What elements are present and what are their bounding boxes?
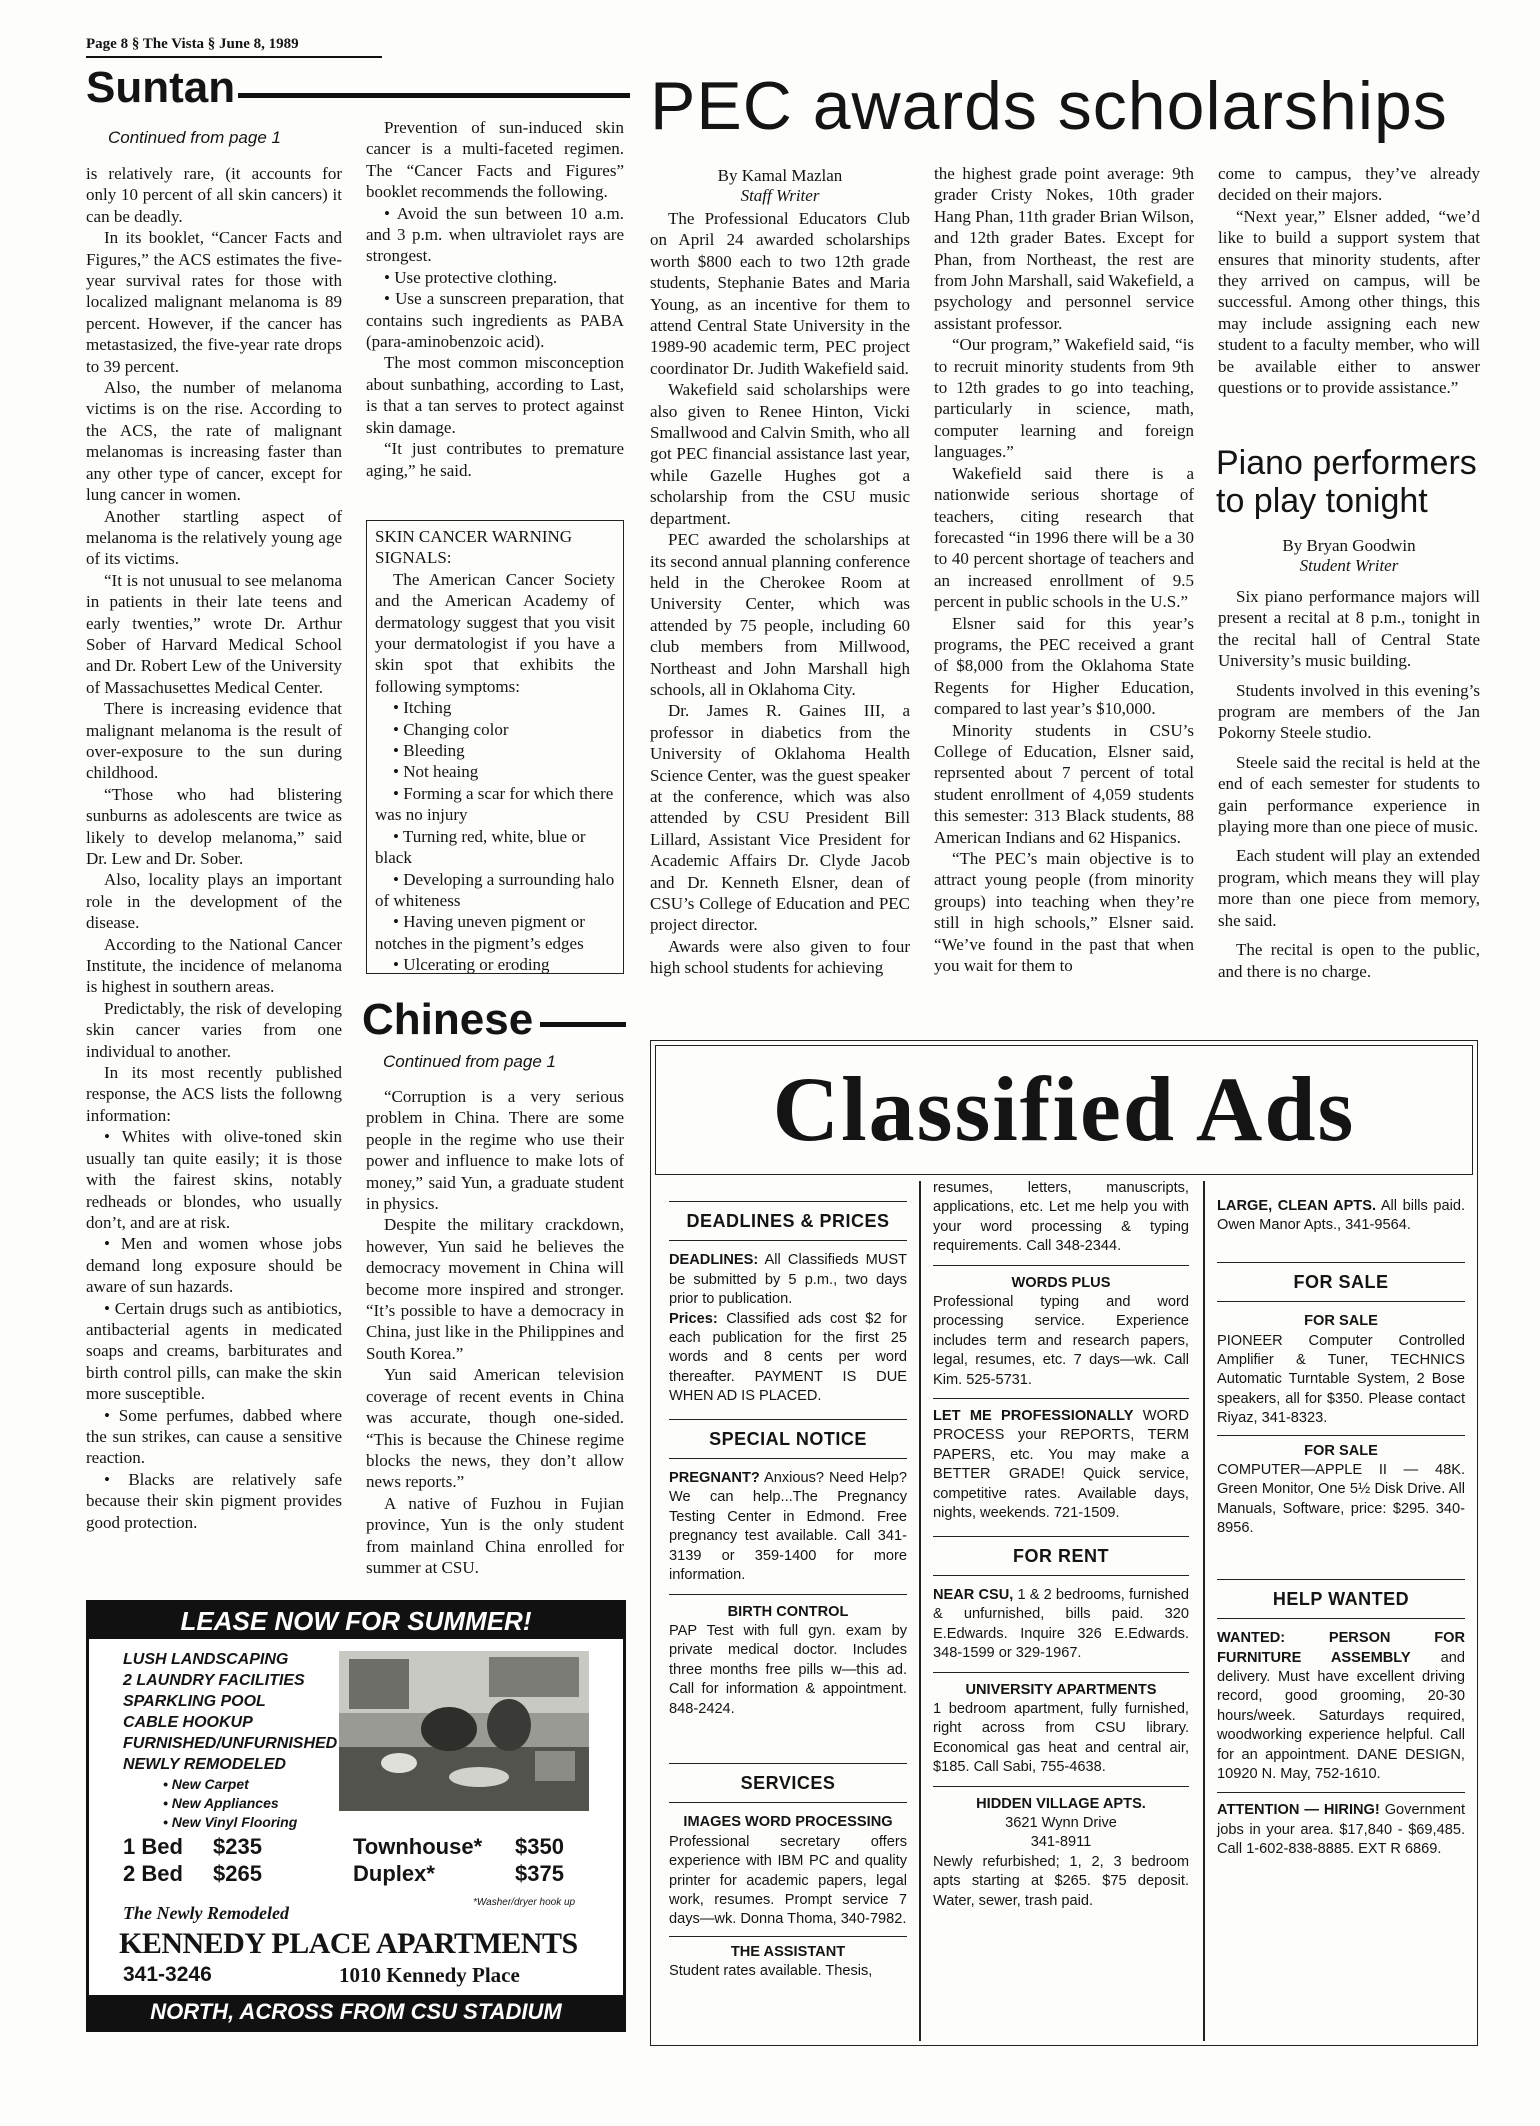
- subfeature-item: • New Carpet: [163, 1776, 249, 1792]
- list-item: • Having uneven pigment or notches in the pigment’s edges: [375, 911, 615, 954]
- words-plus-title: WORDS PLUS: [1011, 1274, 1111, 1291]
- paragraph: There is increasing evidence that malignant melanoma is the result of over-exposure to the sun during childhood.: [86, 699, 342, 783]
- paragraph: According to the National Cancer Institute, the incidence of melanoma is highest in southern areas.: [86, 934, 342, 997]
- paragraph: • Use a sunscreen preparation, that contains such ingredients as PABA (para-aminobenzoic acid).: [366, 289, 624, 352]
- hidden-village-title: HIDDEN VILLAGE APTS.: [976, 1795, 1146, 1812]
- paragraph: Wakefield said there is a nationwide serious shortage of teachers, citing research that forecasted “in 1996 there will be a 30 to 40 percent shortage of teachers and an increased enrollment of 9.5 percent in public schools in the U.S.”: [934, 463, 1194, 612]
- prices-text: Prices: Classified ads cost $2 for each publication for the first 25 words and 8 cents per word thereafter. PAYMENT IS DUE WHEN AD IS PLACED.: [669, 1310, 907, 1405]
- list-item: • Forming a scar for which there was no injury: [375, 783, 615, 826]
- suntan-headline: Suntan: [86, 63, 236, 112]
- piano-author: By Bryan Goodwin: [1282, 536, 1416, 555]
- paragraph: Students involved in this evening’s program are members of the Jan Pokorny Steele studio.: [1218, 680, 1480, 743]
- kennedy-place-ad: [86, 1600, 626, 2032]
- paragraph: Prevention of sun-induced skin cancer is a multi-faceted regimen. The “Cancer Facts and Figures” booklet recommends the following.: [366, 118, 624, 202]
- list-item: • Turning red, white, blue or black: [375, 826, 615, 869]
- classified-title: Classified Ads: [772, 1058, 1356, 1160]
- paragraph: In its most recently published response, the ACS lists the followng information:: [86, 1063, 342, 1125]
- list-item: • Bleeding: [375, 740, 615, 761]
- paragraph: PEC awarded the scholarships at its second annual planning conference held in the Cherokee Room at University Center, which was attended by 75 people, including 60 club members from Millwood, Northeast and John Marshall high schools, all in Oklahoma City.: [650, 530, 910, 699]
- piano-headline: Piano performers to play tonight: [1216, 444, 1477, 520]
- chinese-continued: Continued from page 1: [383, 1052, 556, 1071]
- paragraph: “The PEC’s main objective is to attract young people (from minority groups) into teaching when they’re still in high schools,” Elsner said. “We’ve found in the past that when you wait for them to: [934, 849, 1194, 976]
- paragraph: • Blacks are relatively safe because their skin pigment provides good protection.: [86, 1469, 342, 1532]
- suntan-continued: Continued from page 1: [108, 128, 281, 147]
- sale2-text: COMPUTER—APPLE II — 48K. Green Monitor, One 5½ Disk Drive. All Manuals, Software, price: $295. 340-8956.: [1217, 1462, 1465, 1537]
- paragraph: • Some perfumes, dabbed where the sun strikes, can cause a sensitive reaction.: [86, 1405, 342, 1468]
- pregnant-ad: PREGNANT? Anxious? Need Help? We can help...The Pregnancy Testing Center in Edmond. Free pregnancy test available. Call 341-3139 or 359-1400 for more information.: [669, 1470, 907, 1584]
- classified-col3: [1217, 1191, 1465, 1860]
- warning-box-intro: The American Cancer Society and the American Academy of dermatology suggest that you visit your dermatologist if you have a skin spot that exhibits the following symptoms:: [375, 569, 615, 696]
- let-me-ad: LET ME PROFESSIONALLY WORD PROCESS your REPORTS, TERM PAPERS, etc. You may make a BETTER GRADE! Quick service, competitive rates. Available days, nights, weekends. 721-1509.: [933, 1408, 1189, 1522]
- list-item: • Not heaing: [375, 761, 615, 782]
- sale1-title: FOR SALE: [1304, 1313, 1378, 1330]
- lease-footer: NORTH, ACROSS FROM CSU STADIUM: [89, 1995, 623, 2029]
- list-item: • Itching: [375, 697, 615, 718]
- paragraph: Awards were also given to four high school students for achieving: [650, 936, 910, 978]
- feature-item: 2 LAUNDRY FACILITIES: [123, 1672, 305, 1689]
- hidden-village-address: 3621 Wynn Drive: [1005, 1814, 1117, 1831]
- assistant-title: THE ASSISTANT: [730, 1943, 846, 1960]
- chinese-headline: Chinese: [362, 995, 534, 1044]
- piano-author-role: Student Writer: [1299, 556, 1399, 575]
- university-apartments-title: UNIVERSITY APARTMENTS: [965, 1681, 1157, 1698]
- suntan-col1: [86, 163, 342, 1533]
- assistant-text: Student rates available. Thesis,: [669, 1963, 873, 1980]
- attention-ad: ATTENTION — HIRING! Government jobs in your area. $17,840 - $69,485. Call 1-602-838-8885. EXT R 6869.: [1217, 1802, 1466, 1858]
- subfeature-item: • New Vinyl Flooring: [163, 1814, 298, 1830]
- paragraph: Also, locality plays an important role in the development of the disease.: [86, 870, 342, 933]
- lease-banner: LEASE NOW FOR SUMMER!: [89, 1603, 623, 1639]
- paragraph: • Avoid the sun between 10 a.m. and 3 p.m. when ultraviolet rays are strongest.: [366, 203, 624, 266]
- price-value: $375: [515, 1861, 564, 1886]
- paragraph: In its booklet, “Cancer Facts and Figures,” the ACS estimates the five-year survival rates for those with localized malignant melanoma is 89 percent. However, if the cancer has metastasized, the five-year rate drops to 39 percent.: [86, 228, 342, 376]
- paragraph: “Our program,” Wakefield said, “is to recruit minority students from 9th to 12th grades to go into teaching, particularly in science, math, computer learning and foreign languages.”: [934, 335, 1194, 462]
- list-item: • Changing color: [375, 719, 615, 740]
- suntan-headline-rule: [238, 93, 630, 98]
- paragraph: The most common misconception about sunbathing, according to Last, is that a tan serves to protect against skin damage.: [366, 353, 624, 437]
- services-header: SERVICES: [669, 1763, 907, 1803]
- deadlines-text: DEADLINES: All Classifieds MUST be submitted by 5 p.m., two days prior to publication.: [669, 1252, 907, 1308]
- sale1-text: PIONEER Computer Controlled Amplifier & Tuner, TECHNICS Automatic Turntable System, 2 Bose speakers, all for $350. Please contact Riyaz, 341-8323.: [1217, 1332, 1465, 1427]
- images-title: IMAGES WORD PROCESSING: [683, 1814, 893, 1831]
- wanted-ad: WANTED: PERSON FOR FURNITURE ASSEMBLY and delivery. Must have excellent driving record, good grooming, 20-30 hours/week. Saturdays required, woodworking experience helpful. Call for an appointment. DANE DESIGN, 10920 N. May, 752-1610.: [1217, 1630, 1465, 1782]
- price-label: 1 Bed: [123, 1834, 183, 1859]
- paragraph: Minority students in CSU’s College of Education, Elsner said, reprsented about 7 percent of total student enrollment of 4,059 students this semester: 313 Black students, 88 American Indians and 62 Hispanics.: [934, 720, 1194, 847]
- paragraph: Six piano performance majors will present a recital at 8 p.m., tonight in the recital hall of Central State University’s music building.: [1218, 587, 1480, 671]
- chinese-body: [366, 1086, 624, 1578]
- sale2-title: FOR SALE: [1304, 1442, 1378, 1459]
- paragraph: Another startling aspect of melanoma is the relatively young age of its victims.: [86, 506, 342, 569]
- page-header: Page 8 § The Vista § June 8, 1989: [86, 36, 299, 52]
- words-plus-text: Professional typing and word processing service. Experience includes term and research papers, legal, resumes, etc. 7 days—wk. Call Kim. 525-5731.: [933, 1294, 1189, 1388]
- warning-signals-list: [375, 697, 615, 975]
- price-value: $265: [213, 1861, 262, 1886]
- lease-tagline: The Newly Remodeled: [123, 1903, 289, 1923]
- pec-author-role: Staff Writer: [740, 186, 820, 205]
- lease-features: [123, 1649, 337, 1832]
- suntan-col2: [366, 117, 624, 481]
- pec-author: By Kamal Mazlan: [717, 166, 843, 185]
- paragraph: • Whites with olive-toned skin usually tan quite easily; it is those with the fairest skins, notably redheads or blondes, who usually don’t, and are at risk.: [86, 1127, 342, 1232]
- near-csu-ad: NEAR CSU, 1 & 2 bedrooms, furnished & unfurnished, bills paid. 320 E.Edwards. Inquire 326 E.Edwards. 348-1599 or 329-1967.: [933, 1586, 1189, 1662]
- paragraph: Each student will play an extended program, which means they will play more than one piece from memory, she said.: [1218, 846, 1480, 930]
- paragraph: The Professional Educators Club on April 24 awarded scholarships worth $800 each to two 12th grade students, Stephanie Bates and Maria Young, as an incentive for them to attend Central State University in the 1989-90 academic term, PEC project coordinator Dr. Judith Wakefield said.: [650, 209, 910, 378]
- pec-headline: PEC awards scholarships: [650, 68, 1448, 144]
- paragraph: Predictably, the risk of developing skin cancer varies from one individual to another.: [86, 998, 342, 1061]
- price-value: $235: [213, 1834, 262, 1859]
- feature-item: FURNISHED/UNFURNISHED: [123, 1735, 338, 1752]
- pec-col2: [934, 163, 1194, 976]
- feature-item: CABLE HOOKUP: [123, 1714, 253, 1731]
- paragraph: Despite the military crackdown, however, Yun said he believes the democracy movement in China will become more inspired and stronger. “It’s possible to have a democracy in China, just like in the Philippines and South Korea.”: [366, 1215, 624, 1363]
- paragraph: Yun said American television coverage of recent events in China was accurate, though one-sided. “This is because the Chinese regime blocks the news, they don’t allow news reports.”: [366, 1365, 624, 1492]
- classified-col1: [669, 1191, 907, 1982]
- classified-col2: [933, 1179, 1189, 1911]
- paragraph: Dr. James R. Gaines III, a professor in diabetics from the University of Oklahoma Health Science Center, was the guest speaker at the conference, which was also attended by CSU President Bill Lillard, Assistant Vice President for Academic Affairs Dr. Clyde Jacob and Dr. Kenneth Elsner, dean of CSU’s College of Education and PEC project director.: [650, 701, 910, 935]
- hidden-village-phone: 341-8911: [1030, 1834, 1092, 1851]
- list-item: • Developing a surrounding halo of whiteness: [375, 869, 615, 912]
- paragraph: Steele said the recital is held at the end of each semester for students to gain performance experience in playing more than one piece of music.: [1218, 752, 1480, 837]
- university-apartments-text: 1 bedroom apartment, fully furnished, right across from CSU library. Economical gas heat and central air, $185. Call Sabi, 755-4638.: [933, 1700, 1189, 1776]
- classified-ads-box: [650, 1040, 1478, 2046]
- apartments-name: KENNEDY PLACE APARTMENTS: [119, 1927, 578, 1960]
- feature-item: NEWLY REMODELED: [123, 1756, 286, 1773]
- paragraph: “Corruption is a very serious problem in China. There are some people in the regime who use their power and influence to make lots of money,” said Yun, a graduate student in physics.: [366, 1087, 624, 1214]
- apartments-address: 1010 Kennedy Place: [339, 1963, 520, 1987]
- paragraph: “It is not unusual to see melanoma in patients in their late teens and early twenties,” wrote Dr. Arthur Sober of Harvard Medical School and Dr. Robert Lew of the University of Massachusettes Medical Center.: [86, 570, 342, 697]
- paragraph: Also, the number of melanoma victims is on the rise. According to the ACS, the rate of malignant melanomas is increasing faster than any other type of cancer, except for lung cancer in women.: [86, 378, 342, 505]
- price-footnote: *Washer/dryer hook up: [473, 1897, 576, 1908]
- price-value: $350: [515, 1834, 564, 1859]
- skin-cancer-warning-box: [366, 520, 624, 974]
- price-label: 2 Bed: [123, 1861, 183, 1886]
- paragraph: • Use protective clothing.: [384, 267, 558, 287]
- piano-byline: [1218, 536, 1480, 576]
- paragraph: A native of Fuzhou in Fujian province, Yun is the only student from mainland China enrolled for summer at CSU.: [366, 1493, 624, 1577]
- for-rent-header: FOR RENT: [933, 1536, 1189, 1576]
- pool-photo: [339, 1651, 589, 1811]
- help-wanted-header: HELP WANTED: [1217, 1579, 1465, 1619]
- birth-control-text: PAP Test with full gyn. exam by private medical doctor. Includes three months free pills w—this ad. Call for information & appointment. 848-2424.: [669, 1622, 907, 1717]
- price-label: Townhouse*: [353, 1834, 483, 1859]
- paragraph: “Those who had blistering sunburns as adolescents are twice as likely to develop melanoma,” said Dr. Lew and Dr. Sober.: [86, 784, 342, 868]
- large-clean-apts-ad: LARGE, CLEAN APTS. All bills paid. Owen Manor Apts., 341-9564.: [1217, 1198, 1465, 1234]
- header-rule: [86, 56, 382, 58]
- paragraph: • Certain drugs such as antibiotics, antibacterial agents in medicated soaps and creams, barbiturates and birth control pills, can make the skin more susceptible.: [86, 1298, 342, 1404]
- for-sale-header: FOR SALE: [1217, 1262, 1465, 1302]
- paragraph: “Next year,” Elsner added, “we’d like to build a support system that ensures that minority students, after they arrived on campus, will be successful. Among other things, this may include assigning each new student to a faculty member, who will be available either to answer questions or to provide assistance.”: [1218, 206, 1480, 398]
- hidden-village-text: Newly refurbished; 1, 2, 3 bedroom apts starting at $265. $75 deposit. Water, sewer, trash paid.: [933, 1853, 1189, 1909]
- deadlines-header: DEADLINES & PRICES: [669, 1201, 907, 1241]
- paragraph: come to campus, they’ve already decided on their majors.: [1218, 164, 1480, 205]
- paragraph: • Men and women whose jobs demand long exposure should be aware of sun hazards.: [86, 1234, 342, 1297]
- subfeature-item: • New Appliances: [163, 1795, 279, 1811]
- feature-item: LUSH LANDSCAPING: [123, 1651, 289, 1668]
- chinese-headline-rule: [540, 1022, 626, 1027]
- price-label: Duplex*: [353, 1861, 435, 1886]
- special-notice-header: SPECIAL NOTICE: [669, 1419, 907, 1459]
- feature-item: SPARKLING POOL: [123, 1693, 266, 1710]
- paragraph: The recital is open to the public, and there is no charge.: [1218, 940, 1480, 981]
- pec-col1: [650, 208, 910, 979]
- paragraph: the highest grade point average: 9th grader Cristy Nokes, 10th grader Hang Phan, 11th grader Brian Wilson, and 12th grader Bates. Except for Phan, from Northeast, the rest are from John Marshall, said Wakefield, a psychology and personnel service assistant professor.: [934, 164, 1194, 333]
- pec-col3: [1218, 163, 1480, 398]
- paragraph: Elsner said for this year’s programs, the PEC received a grant of $8,000 from the Oklahoma State Regents for Higher Education, compared to last year’s $10,000.: [934, 613, 1194, 719]
- paragraph: is relatively rare, (it accounts for only 10 percent of all skin cancers) it can be deadly.: [86, 164, 342, 226]
- birth-control-title: BIRTH CONTROL: [727, 1603, 849, 1620]
- typing-ad-text: resumes, letters, manuscripts, applications, etc. Let me help you with your word processing & typing requirements. Call 348-2344.: [933, 1180, 1189, 1255]
- warning-box-title: SKIN CANCER WARNING SIGNALS:: [375, 527, 573, 568]
- images-text: Professional secretary offers experience with IBM PC and quality printer for academic papers, legal work, resumes. Prompt service 7 days—wk. Donna Thoma, 340-7982.: [669, 1833, 907, 1928]
- apartments-phone: 341-3246: [123, 1963, 212, 1986]
- paragraph: “It just contributes to premature aging,” he said.: [366, 439, 624, 480]
- paragraph: Wakefield said scholarships were also given to Renee Hinton, Vicki Smallwood and Calvin Smith, who all got PEC financial assistance last year, while Gazelle Hughes got a scholarship from the CSU music department.: [650, 380, 910, 528]
- piano-body: [1218, 586, 1480, 982]
- list-item: • Ulcerating or eroding: [375, 954, 615, 975]
- pec-byline: [650, 166, 910, 206]
